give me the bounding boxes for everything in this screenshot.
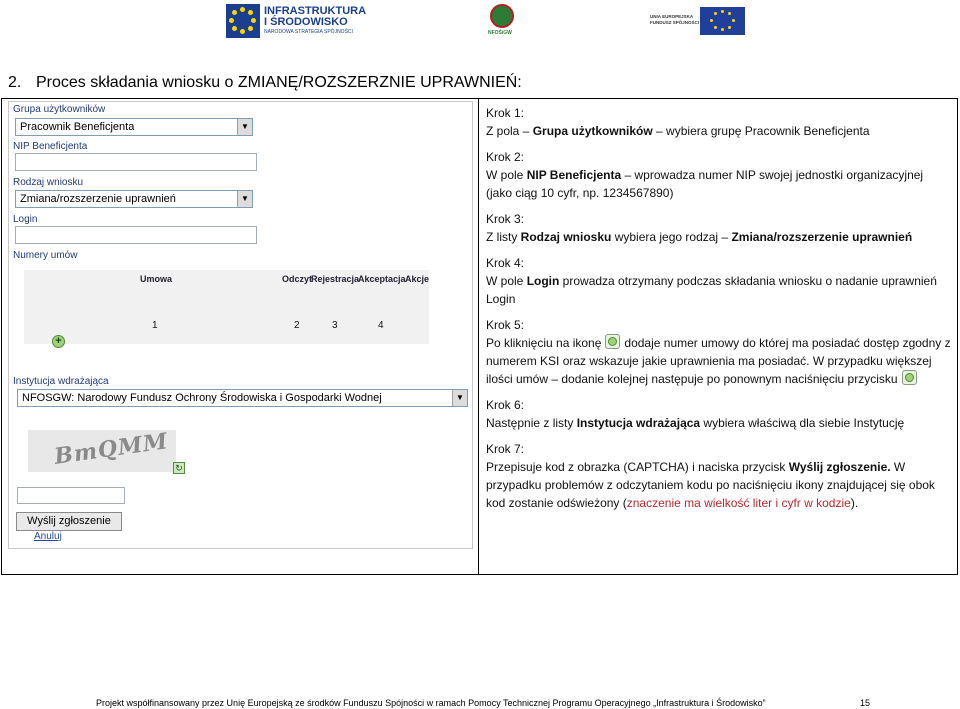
contracts-label: Numery umów xyxy=(13,250,78,261)
step-6-body: Następnie z listy Instytucja wdrażająca wybiera właściwą dla siebie Instytucję xyxy=(486,416,905,430)
nfosigw-logo xyxy=(488,4,516,38)
step-1 xyxy=(486,104,952,140)
section-number: 2. xyxy=(8,74,22,91)
step-1-body: Z pola – Grupa użytkowników – wybiera grupę Pracownik Beneficjenta xyxy=(486,124,870,138)
captcha-text: BmQMM xyxy=(52,428,171,470)
add-plus-icon xyxy=(605,334,620,349)
type-select-value: Zmiana/rozszerzenie uprawnień xyxy=(20,193,176,205)
eu-logo xyxy=(650,7,745,35)
step-6-title: Krok 6: xyxy=(486,398,525,412)
grid-header-umowa: Umowa xyxy=(140,274,173,284)
step-4-title: Krok 4: xyxy=(486,256,525,270)
section-title: Proces składania wniosku o ZMIANĘ/ROZSZERZNIE UPRAWNIEŃ: xyxy=(36,74,522,91)
step-4 xyxy=(486,254,952,308)
institution-select[interactable] xyxy=(17,389,468,407)
type-label: Rodzaj wniosku xyxy=(13,177,84,188)
chevron-down-icon[interactable]: ▼ xyxy=(237,191,252,207)
group-select[interactable] xyxy=(15,118,253,136)
grid-cell-rejestracja: 3 xyxy=(332,320,338,331)
logo-line-3: NARODOWA STRATEGIA SPÓJNOŚCI xyxy=(264,29,353,35)
eu-flag-icon xyxy=(700,7,745,35)
infrastruktura-logo xyxy=(226,4,378,38)
add-plus-icon xyxy=(902,370,917,385)
login-input[interactable] xyxy=(15,226,257,244)
group-label: Grupa użytkowników xyxy=(13,104,106,115)
grid-header-akceptacja: Akceptacja xyxy=(358,274,406,284)
step-5-title: Krok 5: xyxy=(486,318,525,332)
step-2 xyxy=(486,148,952,202)
step-7-body: Przepisuje kod z obrazka (CAPTCHA) i naciska przycisk Wyślij zgłoszenie. W przypadku problemów z odczytaniem kodu po naciśnięciu ikony znajdującej się obok kod zostanie odświeżony (znaczenie ma wielkość liter i cyfr w kodzie). xyxy=(486,460,935,510)
step-3-title: Krok 3: xyxy=(486,212,525,226)
step-7-title: Krok 7: xyxy=(486,442,525,456)
eu-line-2: FUNDUSZ SPÓJNOŚCI xyxy=(650,20,700,25)
nfosigw-emblem-icon xyxy=(490,4,514,28)
page-number: 15 xyxy=(860,698,871,708)
logo-line-2: I ŚRODOWISKO xyxy=(264,16,348,28)
grid-header-akcje: Akcje xyxy=(405,274,430,284)
add-contract-plus-icon[interactable]: + xyxy=(52,335,65,348)
column-divider xyxy=(478,98,479,575)
step-4-body: W pole Login prowadza otrzymany podczas składania wniosku o nadanie uprawnień Login xyxy=(486,274,937,306)
institution-label: Instytucja wdrażająca xyxy=(13,376,109,387)
grid-header-rejestracja: Rejestracja xyxy=(311,274,360,284)
page-header xyxy=(0,0,960,42)
eu-stars-mark-icon xyxy=(226,4,260,38)
captcha-image xyxy=(28,430,176,472)
nip-label: NIP Beneficjenta xyxy=(13,141,88,152)
cancel-link[interactable]: Anuluj xyxy=(34,531,62,542)
nfosigw-label: NFOŚiGW xyxy=(488,30,512,36)
contracts-grid xyxy=(24,270,429,344)
refresh-captcha-icon[interactable]: ↻ xyxy=(173,462,185,474)
eu-line-1: UNIA EUROPEJSKA xyxy=(650,14,694,19)
grid-cell-umowa: 1 xyxy=(152,320,158,331)
step-3 xyxy=(486,210,952,246)
footer-text: Projekt współfinansowany przez Unię Europejską ze środków Funduszu Spójności w ramach Pomocy Technicznej Programu Operacyjnego „Infrastruktura i Środowisko” xyxy=(96,698,766,708)
step-5 xyxy=(486,316,952,388)
chevron-down-icon[interactable]: ▼ xyxy=(237,119,252,135)
instructions xyxy=(486,104,952,520)
grid-cell-odczyt: 2 xyxy=(294,320,300,331)
grid-header-odczyt: Odczyt xyxy=(282,274,313,284)
captcha-input[interactable] xyxy=(17,487,125,504)
chevron-down-icon[interactable]: ▼ xyxy=(452,390,467,406)
step-7 xyxy=(486,440,952,512)
logo-line-1: INFRASTRUKTURA xyxy=(264,5,367,17)
grid-cell-akceptacja: 4 xyxy=(378,320,384,331)
institution-select-value: NFOSGW: Narodowy Fundusz Ochrony Środowiska i Gospodarki Wodnej xyxy=(22,392,382,404)
group-select-value: Pracownik Beneficjenta xyxy=(20,121,135,133)
step-3-body: Z listy Rodzaj wniosku wybiera jego rodzaj – Zmiana/rozszerzenie uprawnień xyxy=(486,230,913,244)
step-6 xyxy=(486,396,952,432)
submit-button[interactable]: Wyślij zgłoszenie xyxy=(16,512,122,531)
type-select[interactable] xyxy=(15,190,253,208)
step-5-body: Po kliknięciu na ikonę dodaje numer umowy do której ma posiadać dostęp zgodny z numerem KSI oraz wskazuje jakie uprawnienia ma posiadać. W przypadku większej ilości umów – dodanie kolejnej następuje po ponownym naciśnięciu przycisku xyxy=(486,336,951,386)
step-2-body: W pole NIP Beneficjenta – wprowadza numer NIP swojej jednostki organizacyjnej (jako ciąg 10 cyfr, np. 1234567890) xyxy=(486,168,924,200)
step-1-title: Krok 1: xyxy=(486,106,525,120)
section-heading xyxy=(8,74,522,92)
nip-input[interactable] xyxy=(15,153,257,171)
login-label: Login xyxy=(13,214,38,225)
step-2-title: Krok 2: xyxy=(486,150,525,164)
